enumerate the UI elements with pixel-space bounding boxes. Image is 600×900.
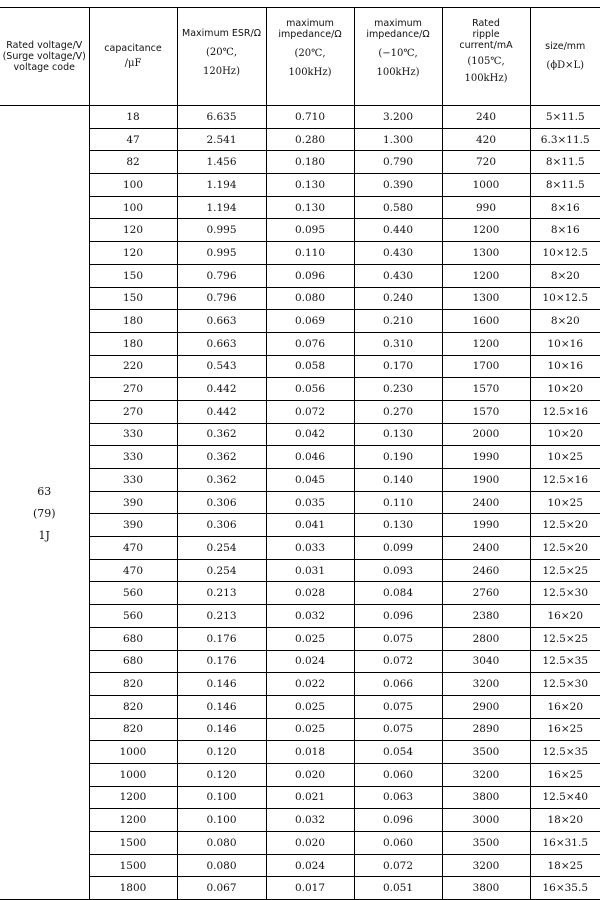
esr-cell: 0.306	[177, 491, 266, 514]
impedance-minus10c-cell: 0.084	[354, 582, 442, 605]
esr-cell: 1.194	[177, 196, 266, 219]
impedance-20c-cell: 0.025	[266, 627, 354, 650]
table-row	[0, 219, 600, 242]
impedance-minus10c-cell: 0.072	[354, 854, 442, 877]
header-impedance-minus10c: maximum impedance/Ω (−10℃, 100kHz)	[354, 8, 442, 106]
impedance-20c-cell: 0.072	[266, 400, 354, 423]
impedance-minus10c-cell: 0.075	[354, 695, 442, 718]
size-cell: 12.5×25	[530, 559, 600, 582]
impedance-minus10c-cell: 0.096	[354, 809, 442, 832]
size-cell: 12.5×20	[530, 537, 600, 560]
impedance-20c-cell: 0.024	[266, 854, 354, 877]
ripple-current-cell: 1600	[442, 310, 530, 333]
ripple-current-cell: 3200	[442, 854, 530, 877]
capacitor-spec-table	[0, 7, 600, 900]
table-row	[0, 287, 600, 310]
size-cell: 16×25	[530, 763, 600, 786]
ripple-current-cell: 2380	[442, 605, 530, 628]
table-row	[0, 741, 600, 764]
ripple-current-cell: 1990	[442, 514, 530, 537]
table-row	[0, 854, 600, 877]
ripple-current-cell: 2400	[442, 491, 530, 514]
header-voltage: Rated voltage/V (Surge voltage/V) voltage code	[0, 8, 89, 106]
size-cell: 12.5×16	[530, 469, 600, 492]
impedance-minus10c-cell: 0.060	[354, 832, 442, 855]
impedance-minus10c-cell: 3.200	[354, 106, 442, 129]
impedance-minus10c-cell: 0.099	[354, 537, 442, 560]
size-cell: 8×16	[530, 219, 600, 242]
impedance-minus10c-cell: 0.130	[354, 423, 442, 446]
size-cell: 8×11.5	[530, 151, 600, 174]
size-cell: 12.5×16	[530, 400, 600, 423]
table-row	[0, 332, 600, 355]
table-row	[0, 242, 600, 265]
spec-table-body	[0, 106, 600, 900]
table-row	[0, 491, 600, 514]
capacitance-cell: 560	[89, 582, 177, 605]
impedance-minus10c-cell: 0.580	[354, 196, 442, 219]
header-size: size/mm (ϕD×L)	[530, 8, 600, 106]
esr-cell: 1.194	[177, 174, 266, 197]
esr-cell: 1.456	[177, 151, 266, 174]
impedance-20c-cell: 0.130	[266, 196, 354, 219]
table-row	[0, 446, 600, 469]
table-row	[0, 673, 600, 696]
size-cell: 10×12.5	[530, 242, 600, 265]
capacitance-cell: 120	[89, 242, 177, 265]
capacitance-cell: 1200	[89, 809, 177, 832]
impedance-minus10c-cell: 0.430	[354, 264, 442, 287]
ripple-current-cell: 1570	[442, 400, 530, 423]
size-cell: 10×12.5	[530, 287, 600, 310]
esr-cell: 6.635	[177, 106, 266, 129]
table-row	[0, 718, 600, 741]
impedance-minus10c-cell: 0.210	[354, 310, 442, 333]
esr-cell: 0.080	[177, 854, 266, 877]
impedance-20c-cell: 0.020	[266, 832, 354, 855]
table-row	[0, 627, 600, 650]
esr-cell: 0.176	[177, 650, 266, 673]
capacitance-cell: 270	[89, 378, 177, 401]
esr-cell: 0.100	[177, 786, 266, 809]
impedance-minus10c-cell: 0.310	[354, 332, 442, 355]
esr-cell: 0.663	[177, 332, 266, 355]
impedance-20c-cell: 0.080	[266, 287, 354, 310]
esr-cell: 0.067	[177, 877, 266, 900]
impedance-minus10c-cell: 0.130	[354, 514, 442, 537]
capacitance-cell: 390	[89, 514, 177, 537]
table-row	[0, 832, 600, 855]
ripple-current-cell: 3800	[442, 786, 530, 809]
size-cell: 12.5×30	[530, 673, 600, 696]
size-cell: 10×16	[530, 332, 600, 355]
table-row	[0, 469, 600, 492]
size-cell: 5×11.5	[530, 106, 600, 129]
size-cell: 10×25	[530, 446, 600, 469]
ripple-current-cell: 2760	[442, 582, 530, 605]
size-cell: 10×20	[530, 378, 600, 401]
capacitance-cell: 1800	[89, 877, 177, 900]
capacitance-cell: 180	[89, 310, 177, 333]
size-cell: 8×11.5	[530, 174, 600, 197]
size-cell: 12.5×35	[530, 650, 600, 673]
ripple-current-cell: 1900	[442, 469, 530, 492]
impedance-20c-cell: 0.021	[266, 786, 354, 809]
size-cell: 12.5×25	[530, 627, 600, 650]
ripple-current-cell: 2000	[442, 423, 530, 446]
impedance-20c-cell: 0.096	[266, 264, 354, 287]
impedance-minus10c-cell: 0.270	[354, 400, 442, 423]
impedance-20c-cell: 0.032	[266, 809, 354, 832]
spec-table-container	[0, 7, 600, 900]
ripple-current-cell: 3800	[442, 877, 530, 900]
capacitance-cell: 820	[89, 718, 177, 741]
esr-cell: 0.146	[177, 673, 266, 696]
capacitance-cell: 82	[89, 151, 177, 174]
capacitance-cell: 100	[89, 174, 177, 197]
table-row	[0, 786, 600, 809]
voltage-group-cell	[0, 106, 89, 900]
capacitance-cell: 680	[89, 650, 177, 673]
table-row	[0, 128, 600, 151]
ripple-current-cell: 2900	[442, 695, 530, 718]
header-capacitance: capacitance /μF	[89, 8, 177, 106]
esr-cell: 0.995	[177, 219, 266, 242]
capacitance-cell: 390	[89, 491, 177, 514]
table-row	[0, 559, 600, 582]
esr-cell: 0.796	[177, 287, 266, 310]
ripple-current-cell: 240	[442, 106, 530, 129]
table-row	[0, 537, 600, 560]
impedance-20c-cell: 0.069	[266, 310, 354, 333]
table-row	[0, 264, 600, 287]
esr-cell: 0.176	[177, 627, 266, 650]
ripple-current-cell: 990	[442, 196, 530, 219]
impedance-20c-cell: 0.280	[266, 128, 354, 151]
ripple-current-cell: 1200	[442, 219, 530, 242]
size-cell: 12.5×35	[530, 741, 600, 764]
capacitance-cell: 1000	[89, 741, 177, 764]
esr-cell: 0.362	[177, 469, 266, 492]
impedance-20c-cell: 0.180	[266, 151, 354, 174]
voltage-rated: 63	[37, 484, 52, 498]
size-cell: 8×20	[530, 264, 600, 287]
header-impedance-20c: maximum impedance/Ω (20℃, 100kHz)	[266, 8, 354, 106]
impedance-minus10c-cell: 0.063	[354, 786, 442, 809]
header-row	[0, 8, 600, 106]
capacitance-cell: 470	[89, 559, 177, 582]
size-cell: 18×20	[530, 809, 600, 832]
table-row	[0, 423, 600, 446]
voltage-surge: (79)	[32, 506, 56, 520]
impedance-20c-cell: 0.045	[266, 469, 354, 492]
impedance-minus10c-cell: 0.066	[354, 673, 442, 696]
table-row	[0, 174, 600, 197]
impedance-20c-cell: 0.130	[266, 174, 354, 197]
table-row	[0, 196, 600, 219]
impedance-minus10c-cell: 0.075	[354, 627, 442, 650]
esr-cell: 0.796	[177, 264, 266, 287]
impedance-20c-cell: 0.041	[266, 514, 354, 537]
impedance-20c-cell: 0.017	[266, 877, 354, 900]
esr-cell: 0.213	[177, 605, 266, 628]
ripple-current-cell: 3200	[442, 763, 530, 786]
capacitance-cell: 1500	[89, 854, 177, 877]
ripple-current-cell: 420	[442, 128, 530, 151]
capacitance-cell: 330	[89, 469, 177, 492]
table-row	[0, 763, 600, 786]
impedance-20c-cell: 0.024	[266, 650, 354, 673]
impedance-minus10c-cell: 0.075	[354, 718, 442, 741]
impedance-minus10c-cell: 0.430	[354, 242, 442, 265]
impedance-minus10c-cell: 0.051	[354, 877, 442, 900]
ripple-current-cell: 1300	[442, 242, 530, 265]
voltage-code: 1J	[38, 528, 50, 542]
ripple-current-cell: 1300	[442, 287, 530, 310]
size-cell: 8×20	[530, 310, 600, 333]
capacitance-cell: 120	[89, 219, 177, 242]
esr-cell: 0.995	[177, 242, 266, 265]
impedance-20c-cell: 0.095	[266, 219, 354, 242]
impedance-20c-cell: 0.042	[266, 423, 354, 446]
table-row	[0, 582, 600, 605]
impedance-minus10c-cell: 0.230	[354, 378, 442, 401]
impedance-20c-cell: 0.076	[266, 332, 354, 355]
impedance-20c-cell: 0.035	[266, 491, 354, 514]
capacitance-cell: 47	[89, 128, 177, 151]
ripple-current-cell: 2460	[442, 559, 530, 582]
size-cell: 16×20	[530, 605, 600, 628]
table-row	[0, 106, 600, 129]
capacitance-cell: 100	[89, 196, 177, 219]
capacitance-cell: 150	[89, 287, 177, 310]
ripple-current-cell: 1200	[442, 264, 530, 287]
size-cell: 12.5×20	[530, 514, 600, 537]
size-cell: 10×16	[530, 355, 600, 378]
impedance-20c-cell: 0.020	[266, 763, 354, 786]
impedance-minus10c-cell: 0.140	[354, 469, 442, 492]
size-cell: 16×31.5	[530, 832, 600, 855]
capacitance-cell: 18	[89, 106, 177, 129]
ripple-current-cell: 2890	[442, 718, 530, 741]
impedance-minus10c-cell: 0.072	[354, 650, 442, 673]
esr-cell: 0.100	[177, 809, 266, 832]
impedance-minus10c-cell: 0.054	[354, 741, 442, 764]
capacitance-cell: 150	[89, 264, 177, 287]
impedance-20c-cell: 0.025	[266, 695, 354, 718]
size-cell: 18×25	[530, 854, 600, 877]
capacitance-cell: 680	[89, 627, 177, 650]
ripple-current-cell: 2800	[442, 627, 530, 650]
esr-cell: 0.120	[177, 741, 266, 764]
ripple-current-cell: 1990	[442, 446, 530, 469]
impedance-minus10c-cell: 0.060	[354, 763, 442, 786]
table-row	[0, 151, 600, 174]
header-esr: Maximum ESR/Ω (20℃, 120Hz)	[177, 8, 266, 106]
esr-cell: 0.254	[177, 559, 266, 582]
ripple-current-cell: 1200	[442, 332, 530, 355]
table-row	[0, 400, 600, 423]
esr-cell: 0.120	[177, 763, 266, 786]
capacitance-cell: 1200	[89, 786, 177, 809]
size-cell: 16×25	[530, 718, 600, 741]
ripple-current-cell: 720	[442, 151, 530, 174]
capacitance-cell: 220	[89, 355, 177, 378]
impedance-20c-cell: 0.056	[266, 378, 354, 401]
esr-cell: 0.442	[177, 378, 266, 401]
capacitance-cell: 470	[89, 537, 177, 560]
impedance-20c-cell: 0.025	[266, 718, 354, 741]
capacitance-cell: 180	[89, 332, 177, 355]
impedance-20c-cell: 0.033	[266, 537, 354, 560]
capacitance-cell: 820	[89, 673, 177, 696]
impedance-minus10c-cell: 0.190	[354, 446, 442, 469]
esr-cell: 0.146	[177, 718, 266, 741]
esr-cell: 0.442	[177, 400, 266, 423]
esr-cell: 0.080	[177, 832, 266, 855]
ripple-current-cell: 3500	[442, 832, 530, 855]
ripple-current-cell: 1000	[442, 174, 530, 197]
capacitance-cell: 560	[89, 605, 177, 628]
ripple-current-cell: 3040	[442, 650, 530, 673]
impedance-minus10c-cell: 0.440	[354, 219, 442, 242]
table-row	[0, 355, 600, 378]
size-cell: 12.5×30	[530, 582, 600, 605]
table-row	[0, 378, 600, 401]
capacitance-cell: 330	[89, 423, 177, 446]
capacitance-cell: 1500	[89, 832, 177, 855]
impedance-minus10c-cell: 0.096	[354, 605, 442, 628]
ripple-current-cell: 1570	[442, 378, 530, 401]
impedance-20c-cell: 0.710	[266, 106, 354, 129]
ripple-current-cell: 2400	[442, 537, 530, 560]
esr-cell: 0.663	[177, 310, 266, 333]
size-cell: 16×20	[530, 695, 600, 718]
impedance-minus10c-cell: 0.240	[354, 287, 442, 310]
impedance-minus10c-cell: 0.110	[354, 491, 442, 514]
ripple-current-cell: 3000	[442, 809, 530, 832]
capacitance-cell: 270	[89, 400, 177, 423]
capacitance-cell: 330	[89, 446, 177, 469]
esr-cell: 0.362	[177, 423, 266, 446]
impedance-20c-cell: 0.058	[266, 355, 354, 378]
table-row	[0, 650, 600, 673]
esr-cell: 0.254	[177, 537, 266, 560]
esr-cell: 0.306	[177, 514, 266, 537]
esr-cell: 0.213	[177, 582, 266, 605]
ripple-current-cell: 3200	[442, 673, 530, 696]
header-ripple-current: Rated ripple current/mA (105℃, 100kHz)	[442, 8, 530, 106]
esr-cell: 0.543	[177, 355, 266, 378]
impedance-20c-cell: 0.046	[266, 446, 354, 469]
table-row	[0, 514, 600, 537]
table-row	[0, 809, 600, 832]
impedance-minus10c-cell: 0.170	[354, 355, 442, 378]
impedance-minus10c-cell: 0.093	[354, 559, 442, 582]
table-row	[0, 310, 600, 333]
size-cell: 16×35.5	[530, 877, 600, 900]
impedance-minus10c-cell: 0.390	[354, 174, 442, 197]
impedance-20c-cell: 0.110	[266, 242, 354, 265]
impedance-20c-cell: 0.032	[266, 605, 354, 628]
ripple-current-cell: 3500	[442, 741, 530, 764]
impedance-20c-cell: 0.022	[266, 673, 354, 696]
impedance-20c-cell: 0.028	[266, 582, 354, 605]
impedance-20c-cell: 0.018	[266, 741, 354, 764]
size-cell: 10×25	[530, 491, 600, 514]
table-row	[0, 695, 600, 718]
esr-cell: 0.362	[177, 446, 266, 469]
size-cell: 6.3×11.5	[530, 128, 600, 151]
size-cell: 12.5×40	[530, 786, 600, 809]
impedance-20c-cell: 0.031	[266, 559, 354, 582]
impedance-minus10c-cell: 1.300	[354, 128, 442, 151]
impedance-minus10c-cell: 0.790	[354, 151, 442, 174]
ripple-current-cell: 1700	[442, 355, 530, 378]
capacitance-cell: 820	[89, 695, 177, 718]
esr-cell: 2.541	[177, 128, 266, 151]
table-row	[0, 605, 600, 628]
size-cell: 8×16	[530, 196, 600, 219]
table-row	[0, 877, 600, 900]
size-cell: 10×20	[530, 423, 600, 446]
esr-cell: 0.146	[177, 695, 266, 718]
capacitance-cell: 1000	[89, 763, 177, 786]
